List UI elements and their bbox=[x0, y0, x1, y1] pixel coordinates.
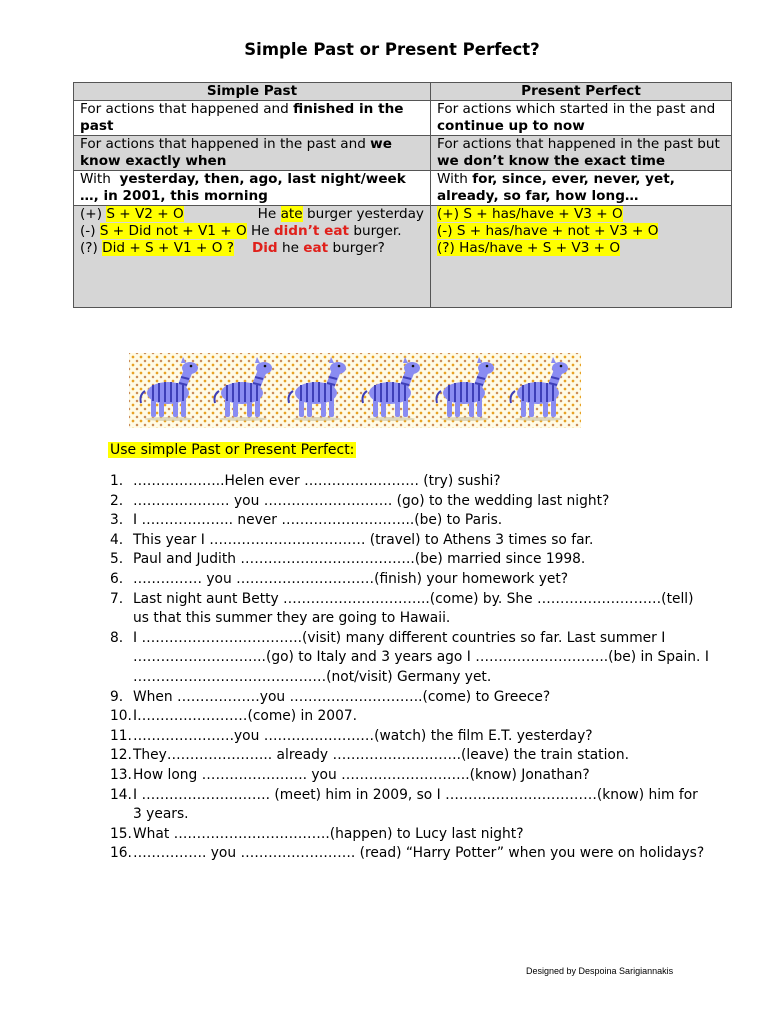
cell-present-perfect-signal-words: With for, since, ever, never, yet, already, so far, how long… bbox=[431, 171, 732, 206]
grammar-table bbox=[73, 82, 732, 308]
exercise-item bbox=[110, 629, 710, 688]
exercise-number: 12. bbox=[110, 747, 132, 764]
exercise-number: 13. bbox=[110, 766, 132, 783]
header-simple-past: Simple Past bbox=[74, 83, 431, 101]
exercise-item bbox=[110, 746, 710, 766]
exercise-text: What …………………………….(happen) to Lucy last night? bbox=[133, 825, 524, 842]
exercise-text: When ………………you ………………………..(come) to Greece? bbox=[133, 688, 551, 705]
exercise-text: ……………. you ……………………. (read) “Harry Potter” when you were on holidays? bbox=[133, 845, 705, 862]
present-perfect-question: (?) Has/have + S + V3 + O bbox=[437, 240, 621, 256]
present-perfect-positive: (+) S + has/have + V3 + O bbox=[437, 206, 623, 222]
exercise-number: 15. bbox=[110, 825, 132, 842]
exercise-number: 5. bbox=[110, 551, 124, 568]
exercise-text: I……………………(come) in 2007. bbox=[133, 708, 358, 725]
exercise-item bbox=[110, 766, 710, 786]
cell-simple-past-formulas bbox=[74, 206, 431, 308]
zebra-icon bbox=[135, 357, 201, 421]
exercise-number: 3. bbox=[110, 512, 124, 529]
exercise-text: Last night aunt Betty …………………………..(come) by. She ………………………(tell) us that this summer they are going to Hawaii. bbox=[133, 590, 694, 627]
zebra-icon bbox=[431, 357, 497, 421]
page-title: Simple Past or Present Perfect? bbox=[244, 40, 540, 59]
simple-past-negative: (-) S + Did not + V1 + O He didn’t eat burger. bbox=[80, 223, 402, 239]
exercise-text: How long ………………….. you ……………………….(know) Jonathan? bbox=[133, 766, 590, 783]
exercise-number: 9. bbox=[110, 688, 124, 705]
exercise-text: This year I ……………………………. (travel) to Athens 3 times so far. bbox=[133, 531, 594, 548]
exercise-list bbox=[110, 472, 710, 864]
table-row bbox=[74, 136, 732, 171]
exercise-item bbox=[110, 786, 710, 825]
exercise-item bbox=[110, 688, 710, 708]
table-row bbox=[74, 171, 732, 206]
present-perfect-negative: (-) S + has/have + not + V3 + O bbox=[437, 223, 659, 239]
exercise-number: 16. bbox=[110, 845, 132, 862]
exercise-item bbox=[110, 570, 710, 590]
exercise-text: I ……………………………..(visit) many different countries so far. Last summer I ………………………..(go) to Italy and 3 years ago I ………………………..(be) in Spain. I ……………………………………(not/visit) Germany yet. bbox=[133, 629, 709, 685]
exercise-text: Paul and Judith ………………………………..(be) married since 1998. bbox=[133, 551, 586, 568]
cell-present-perfect-formulas bbox=[431, 206, 732, 308]
exercise-number: 2. bbox=[110, 492, 124, 509]
zebra-icon bbox=[209, 357, 275, 421]
exercise-text: I ……………….. never ………………………..(be) to Paris. bbox=[133, 512, 503, 529]
header-present-perfect: Present Perfect bbox=[431, 83, 732, 101]
exercise-item bbox=[110, 590, 710, 629]
exercise-number: 7. bbox=[110, 590, 124, 607]
exercise-item bbox=[110, 511, 710, 531]
exercise-number: 1. bbox=[110, 473, 124, 489]
zebra-icon bbox=[357, 357, 423, 421]
zebra-decoration-band bbox=[129, 353, 581, 428]
exercise-item bbox=[110, 727, 710, 747]
exercise-text: ………………….you ……………………(watch) the film E.T. yesterday? bbox=[133, 727, 593, 744]
simple-past-positive: (+) S + V2 + O He ate burger yesterday bbox=[80, 206, 424, 222]
table-row bbox=[74, 101, 732, 136]
exercise-item bbox=[110, 825, 710, 845]
cell-present-perfect-usage-1: For actions which started in the past and continue up to now bbox=[431, 101, 732, 136]
zebra-icon bbox=[505, 357, 571, 421]
simple-past-question: (?) Did + S + V1 + O ? Did he eat burger? bbox=[80, 240, 385, 256]
exercise-number: 14. bbox=[110, 786, 132, 803]
table-header-row bbox=[74, 83, 732, 101]
exercise-item bbox=[110, 472, 710, 492]
footer-credit: Designed by Despoina Sarigiannakis bbox=[526, 966, 674, 976]
exercise-number: 11. bbox=[110, 727, 132, 744]
exercise-text: They………………….. already ……………………….(leave) the train station. bbox=[133, 747, 630, 764]
exercise-item bbox=[110, 550, 710, 570]
exercise-text: I ………………………. (meet) him in 2009, so I ……………………………(know) him for 3 years. bbox=[133, 786, 698, 823]
exercise-item bbox=[110, 492, 710, 512]
exercise-text: …………… you …………………………(finish) your homework yet? bbox=[133, 570, 569, 587]
exercise-item bbox=[110, 531, 710, 551]
exercise-item bbox=[110, 844, 710, 864]
exercise-number: 10. bbox=[110, 708, 132, 725]
exercise-item bbox=[110, 707, 710, 727]
exercise-text: ………………..Helen ever ……………………. (try) sushi? bbox=[133, 473, 501, 489]
table-row bbox=[74, 206, 732, 308]
exercise-text: ………………… you ………………………. (go) to the wedding last night? bbox=[133, 492, 610, 509]
exercise-number: 6. bbox=[110, 570, 124, 587]
cell-simple-past-usage-1: For actions that happened and finished in the past bbox=[74, 101, 431, 136]
exercise-instruction: Use simple Past or Present Perfect: bbox=[110, 442, 355, 458]
exercise-number: 8. bbox=[110, 629, 124, 646]
exercise-number: 4. bbox=[110, 531, 124, 548]
cell-simple-past-usage-2: For actions that happened in the past and we know exactly when bbox=[74, 136, 431, 171]
cell-present-perfect-usage-2: For actions that happened in the past but we don’t know the exact time bbox=[431, 136, 732, 171]
zebra-icon bbox=[283, 357, 349, 421]
cell-simple-past-signal-words: With yesterday, then, ago, last night/week …, in 2001, this morning bbox=[74, 171, 431, 206]
